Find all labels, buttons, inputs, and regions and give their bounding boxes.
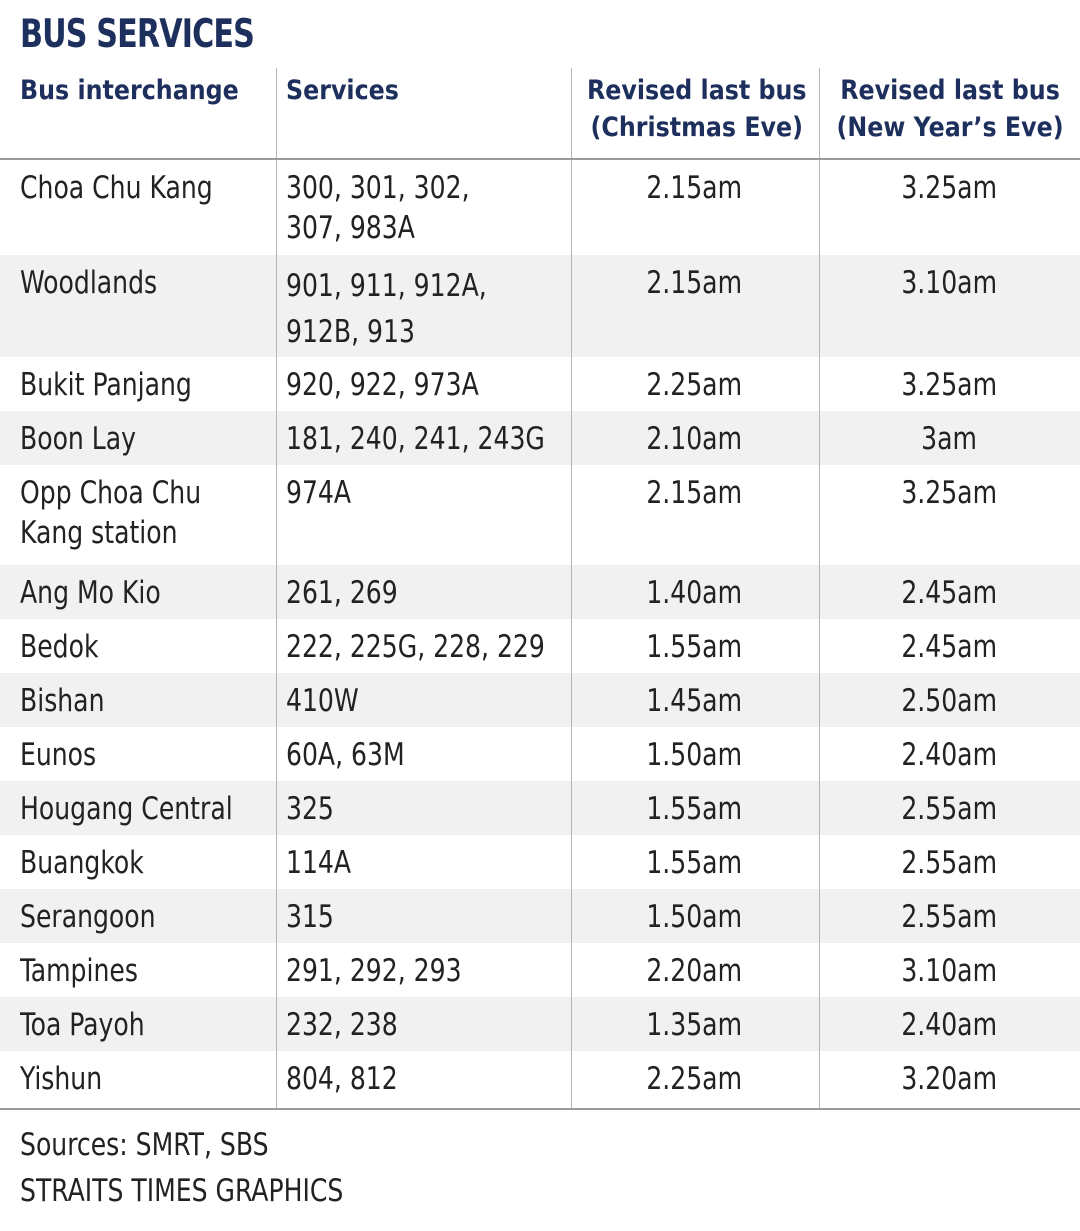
cell-christmas-eve: 2.25am	[571, 357, 819, 411]
header-line: Revised last bus	[839, 75, 1060, 106]
cell-services: 232, 238	[276, 997, 571, 1051]
cell-christmas-eve: 1.55am	[571, 619, 819, 673]
cell-christmas-eve: 1.55am	[571, 835, 819, 889]
cell-new-years-eve: 2.40am	[819, 727, 1080, 781]
cell-christmas-eve: 1.55am	[571, 781, 819, 835]
cell-interchange: Bishan	[0, 673, 276, 727]
cell-interchange: Serangoon	[0, 889, 276, 943]
table-header-row	[0, 68, 1080, 159]
cell-christmas-eve: 1.35am	[571, 997, 819, 1051]
table-row	[0, 619, 1080, 673]
table-row	[0, 997, 1080, 1051]
cell-services: 291, 292, 293	[276, 943, 571, 997]
cell-interchange: Buangkok	[20, 845, 144, 881]
cell-christmas-eve: 2.25am	[571, 1051, 819, 1109]
table-row	[0, 411, 1080, 465]
cell-new-years-eve: 2.55am	[819, 889, 1080, 943]
table-row	[0, 1051, 1080, 1109]
table-row	[0, 357, 1080, 411]
cell-christmas-eve: 2.15am	[571, 159, 819, 255]
cell-interchange: Choa Chu Kang	[20, 170, 213, 206]
table-row	[0, 255, 1080, 357]
cell-interchange: Opp Choa Chu Kang station	[20, 475, 202, 551]
cell-christmas-eve: 2.15am	[571, 255, 819, 357]
cell-interchange: Toa Payoh	[0, 997, 276, 1051]
cell-services: 901, 911, 912A, 912B, 913	[276, 255, 571, 357]
column-header-services: Services	[276, 68, 571, 159]
cell-services: 181, 240, 241, 243G	[276, 411, 571, 465]
cell-new-years-eve: 3.25am	[819, 159, 1080, 255]
table-row	[0, 835, 1080, 889]
cell-interchange: Ang Mo Kio	[0, 565, 276, 619]
column-header-new-years-eve	[819, 68, 1080, 159]
column-header-interchange: Bus interchange	[0, 68, 276, 159]
cell-new-years-eve: 3.25am	[819, 357, 1080, 411]
cell-interchange: Yishun	[0, 1051, 276, 1109]
header-line: (Christmas Eve)	[590, 112, 803, 143]
cell-new-years-eve: 3.25am	[819, 465, 1080, 565]
cell-services: 114A	[276, 835, 571, 889]
table-row	[0, 673, 1080, 727]
table-row	[0, 727, 1080, 781]
cell-new-years-eve: 2.55am	[819, 835, 1080, 889]
cell-new-years-eve: 2.45am	[819, 619, 1080, 673]
cell-interchange: Tampines	[20, 953, 138, 989]
cell-christmas-eve: 1.45am	[571, 673, 819, 727]
cell-interchange: Woodlands	[0, 255, 276, 357]
sources-text: Sources: SMRT, SBS	[20, 1127, 269, 1163]
cell-services: 60A, 63M	[276, 727, 571, 781]
table-row	[0, 889, 1080, 943]
table-row	[0, 465, 1080, 565]
cell-christmas-eve: 1.50am	[571, 889, 819, 943]
cell-services: 974A	[276, 465, 571, 565]
cell-interchange: Hougang Central	[0, 781, 276, 835]
cell-services: 325	[276, 781, 571, 835]
cell-christmas-eve: 2.15am	[571, 465, 819, 565]
cell-new-years-eve: 2.55am	[819, 781, 1080, 835]
bus-services-table	[0, 68, 1080, 1110]
cell-services: 315	[276, 889, 571, 943]
cell-new-years-eve: 3am	[819, 411, 1080, 465]
cell-interchange: Bedok	[20, 629, 99, 665]
cell-christmas-eve: 1.50am	[571, 727, 819, 781]
page-title: BUS SERVICES	[20, 12, 255, 57]
cell-services: 261, 269	[276, 565, 571, 619]
cell-new-years-eve: 3.10am	[819, 943, 1080, 997]
cell-services: 920, 922, 973A	[276, 357, 571, 411]
cell-interchange: Eunos	[20, 737, 97, 773]
table-row	[0, 943, 1080, 997]
header-line: Revised last bus	[586, 75, 807, 106]
cell-christmas-eve: 2.20am	[571, 943, 819, 997]
cell-christmas-eve: 2.10am	[571, 411, 819, 465]
cell-christmas-eve: 1.40am	[571, 565, 819, 619]
cell-new-years-eve: 2.50am	[819, 673, 1080, 727]
cell-new-years-eve: 2.40am	[819, 997, 1080, 1051]
cell-services: 804, 812	[276, 1051, 571, 1109]
cell-services: 300, 301, 302, 307, 983A	[276, 159, 571, 255]
cell-new-years-eve: 2.45am	[819, 565, 1080, 619]
credit-text: STRAITS TIMES GRAPHICS	[20, 1173, 344, 1209]
cell-new-years-eve: 3.10am	[819, 255, 1080, 357]
cell-services: 222, 225G, 228, 229	[276, 619, 571, 673]
cell-interchange: Boon Lay	[0, 411, 276, 465]
cell-services: 410W	[276, 673, 571, 727]
header-line: (New Year’s Eve)	[836, 112, 1064, 143]
cell-interchange: Bukit Panjang	[20, 367, 192, 403]
cell-new-years-eve: 3.20am	[819, 1051, 1080, 1109]
footer	[20, 1122, 379, 1214]
table-row	[0, 159, 1080, 255]
table-row	[0, 781, 1080, 835]
column-header-christmas-eve	[571, 68, 819, 159]
table-row	[0, 565, 1080, 619]
